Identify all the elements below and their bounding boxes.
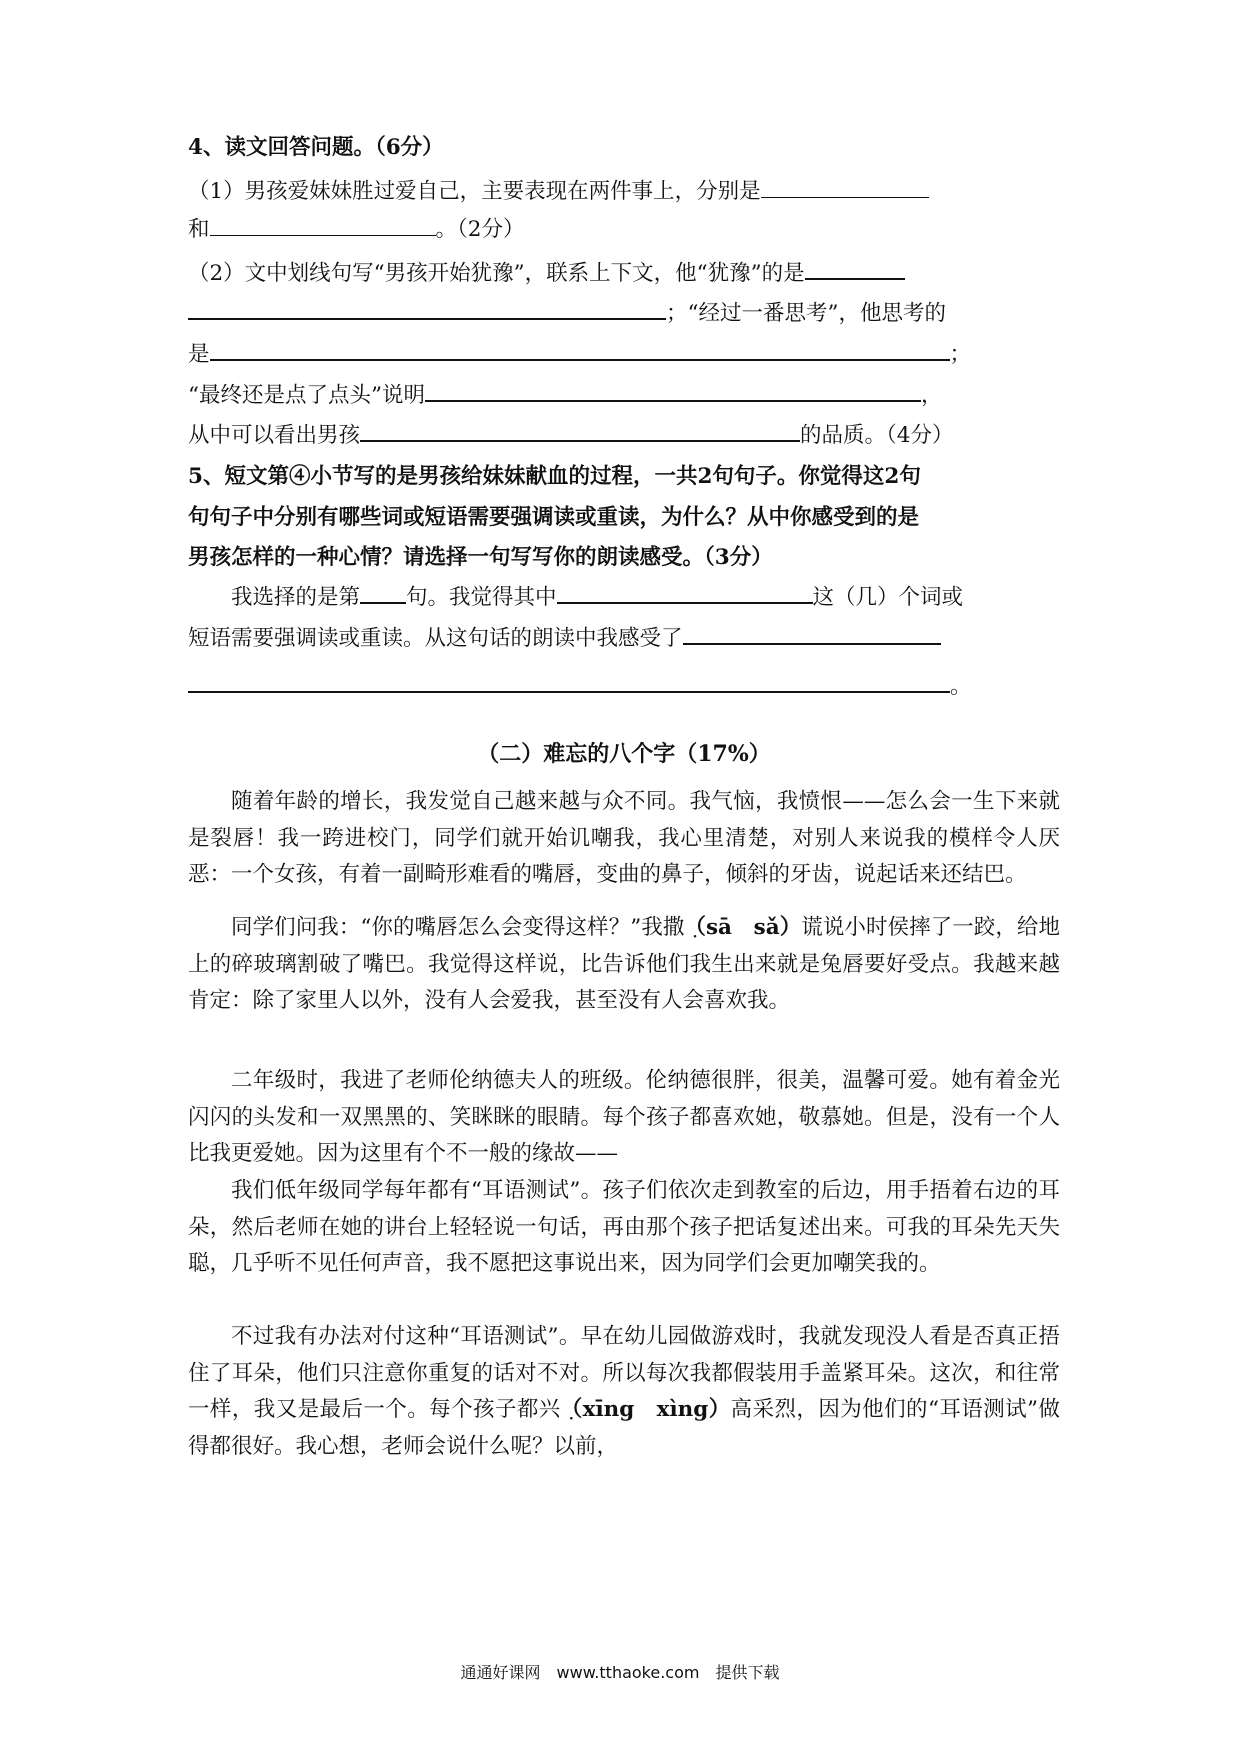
q5-answer-line3 [188,669,972,704]
passage-paragraph-3: 二年级时，我进了老师伦纳德夫人的班级。伦纳德很胖，很美，温馨可爱。她有着金光闪闪的头发和一双黑黑的、笑眯眯的眼睛。每个孩子都喜欢她，敬慕她。但是，没有一个人比我更爱她。因为这里有个不一般的缘故—— [188,1068,1060,1166]
page-footer: 通通好课网 www.tthaoke.com 提供下载 [460,1663,780,1682]
q4-part2-nod: “最终还是点了点头”说明 [188,383,425,408]
pinyin-choice: （xīng xìng） [560,1397,731,1422]
answer-blank[interactable] [210,213,436,236]
answer-blank[interactable] [188,296,666,320]
answer-blank[interactable] [805,256,905,280]
answer-blank[interactable] [557,580,813,604]
comma: ， [920,383,943,408]
q5-answer-text: 短语需要强调读或重读。从这句话的朗读中我感受了 [188,626,683,651]
q5-answer-line1 [231,580,963,615]
q5-answer-line2 [188,621,941,656]
q5-answer-text: 这（几）个词或 [812,585,964,610]
paragraph-text: 不过我有办法对付这种“耳语测试”。早在幼儿园做游戏时，我就发现没人看是否真正捂住了耳朵，他们只注意你重复的话对不对。所以每次我都假装用手盖紧耳朵。这次，和往常一样，我又是最后一个。每个孩子都 [188,1324,1060,1422]
answer-blank[interactable] [188,669,950,693]
q4-part1-text: （1）男孩爱妹妹胜过爱自己，主要表现在两件事上，分别是 [188,179,761,204]
q4-part1-line1 [188,175,929,209]
q5-answer-text: 句。我觉得其中 [406,585,557,610]
passage-title: （二）难忘的八个字（17%） [477,741,771,767]
passage-paragraph-5 [188,1319,1060,1465]
q4-part1-line2 [188,213,524,247]
q4-part2-line3 [188,337,971,372]
answer-blank[interactable] [683,621,941,645]
q5-heading-1: 5、短文第④小节写的是男孩给妹妹献血的过程，一共2句句子。你觉得这2句 [188,464,921,489]
period: 。 [950,674,972,699]
q4-part2-text: （2）文中划线句写“男孩开始犹豫”，联系上下文，他“犹豫”的是 [188,261,805,286]
pinyin-choice: （sā sǎ） [684,915,802,940]
q4-part2-line1 [188,256,905,291]
q4-heading: 4、读文回答问题。（6分） [188,135,444,160]
answer-blank[interactable] [425,378,921,402]
q4-part1-points: 。（2分） [435,217,525,242]
passage-paragraph-1: 随着年龄的增长，我发觉自己越来越与众不同。我气恼，我愤恨——怎么会一生下来就是裂唇！我一跨进校门，同学们就开始讥嘲我，我心里清楚，对别人来说我的模样令人厌恶：一个女孩，有着一副畸形难看的嘴唇，变曲的鼻子，倾斜的牙齿，说起话来还结巴。 [188,789,1060,887]
passage-paragraph-4: 我们低年级同学每年都有“耳语测试”。孩子们依次走到教室的后边，用手捂着右边的耳朵，然后老师在她的讲台上轻轻说一句话，再由那个孩子把话复述出来。可我的耳朵先天失聪，几乎听不见任何声音，我不愿把这事说出来，因为同学们会更加嘲笑我的。 [188,1178,1060,1276]
passage-paragraph-2 [188,910,1060,1020]
q4-part2-line2 [188,296,946,331]
answer-blank[interactable] [360,580,406,604]
q5-heading-2: 句句子中分别有哪些词或短语需要强调读或重读，为什么？从中你感受到的是 [188,505,920,530]
answer-blank[interactable] [360,418,800,442]
q4-part2-is: 是 [188,342,210,367]
q5-heading-3: 男孩怎样的一种心情？请选择一句写写你的朗读感受。（3分） [188,545,773,570]
q4-part2-think: ；“经过一番思考”，他思考的 [666,301,946,326]
dotted-character: 撒 [662,915,685,940]
paragraph-text: 谎说小时侯摔了一跤，给地上的碎玻璃割破了嘴巴。我觉得这样说，比告诉他们我生出来就是兔唇要好受点。我越来越肯定：除了家里人以外，没有人会爱我，甚至没有人会喜欢我。 [188,915,1060,1013]
q4-part2-line5 [188,418,953,453]
answer-blank[interactable] [761,175,929,198]
q4-part2-boy: 从中可以看出男孩 [188,423,361,448]
paragraph-text: 高采烈，因为他们的“耳语测试”做得都很好。我心想，老师会说什么呢？以前， [188,1397,1060,1459]
answer-blank[interactable] [210,337,950,361]
q4-part2-points: 的品质。（4分） [800,423,954,448]
q4-part1-and: 和 [188,217,210,242]
dotted-character: 兴 [538,1397,561,1422]
paragraph-text: 同学们问我：“你的嘴唇怎么会变得这样？”我 [231,915,663,940]
q4-part2-line4 [188,378,943,413]
semicolon: ； [949,342,972,367]
q5-answer-text: 我选择的是第 [231,585,361,610]
